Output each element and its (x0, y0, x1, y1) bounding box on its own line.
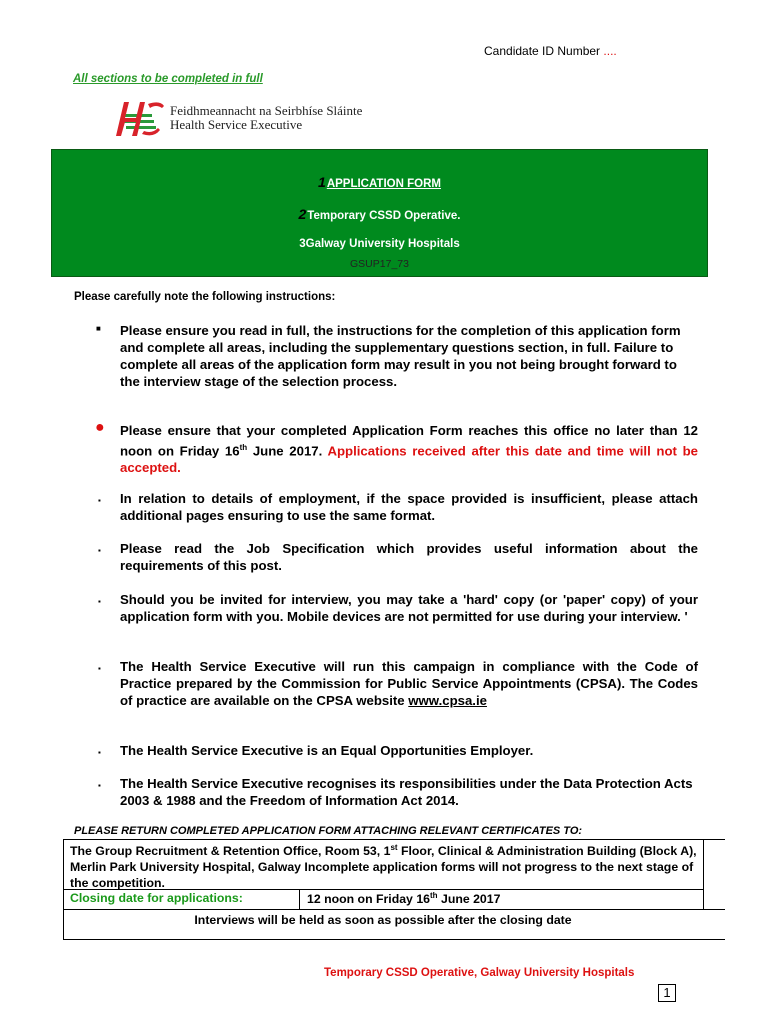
banner-post-title: 2Temporary CSSD Operative. (298, 206, 461, 222)
instructions-intro: Please carefully note the following instructions: (74, 291, 336, 303)
candidate-id-label: Candidate ID Number (484, 44, 601, 58)
bullet-icon: ▪ (98, 748, 101, 757)
logo-english-text: Health Service Executive (170, 117, 303, 132)
logo-irish-text: Feidhmeannacht na Seirbhíse Sláinte (170, 103, 363, 118)
title-banner (51, 149, 708, 277)
instruction-item: ▪ Should you be invited for interview, you may take a 'hard' copy (or 'paper' copy) of your application form with you. Mobile devices are not permitted for use during your interview. ' (98, 592, 698, 624)
hse-logo-icon (112, 98, 168, 140)
bullet-icon: ▪ (98, 597, 101, 606)
candidate-id-line (484, 44, 617, 58)
bullet-icon: ▪ (98, 664, 101, 673)
bullet-dot-icon: ● (95, 419, 105, 436)
interview-note: Interviews will be held as soon as possible after the closing date (194, 913, 572, 927)
bullet-icon: ▪ (98, 781, 101, 790)
banner-form-title: 1APPLICATION FORM (318, 174, 441, 190)
candidate-id-value: .... (603, 44, 617, 58)
banner-location: 3Galway University Hospitals (299, 238, 460, 250)
all-sections-notice: All sections to be completed in full (73, 73, 263, 85)
banner-reference: GSUP17_73 (350, 258, 409, 270)
bullet-icon: ▪ (98, 496, 101, 505)
instruction-item: ▪ The Health Service Executive recognises its responsibilities under the Data Protection Acts 2003 & 1988 and the Freedom of Information Act 2014. (98, 776, 693, 808)
page-footer: Temporary CSSD Operative, Galway University Hospitals (324, 967, 635, 979)
return-heading: PLEASE RETURN COMPLETED APPLICATION FORM ATTACHING RELEVANT CERTIFICATES TO: (74, 825, 583, 837)
closing-date-value: 12 noon on Friday 16th June 2017 (307, 891, 501, 907)
instruction-item: ▪ In relation to details of employment, if the space provided is insufficient, please attach additional pages ensuring to use the same format. (98, 491, 698, 523)
hse-logo (112, 98, 372, 140)
banner-number-2: 2 (298, 206, 307, 222)
page-number: 1 (658, 984, 676, 1002)
instruction-item: ● Please ensure that your completed Application Form reaches this office no later than 12 noon on Friday 16th June 2017. Applications received after this date and time will not be accepted. (95, 419, 698, 476)
instruction-item: ▪ The Health Service Executive will run this campaign in compliance with the Code of Practice prepared by the Commission for Public Service Appointments (CPSA). The Codes of practice are available on the CPSA website www.cpsa.ie (98, 659, 698, 708)
cpsa-link[interactable]: www.cpsa.ie (408, 693, 487, 708)
instruction-item: ■ Please ensure you read in full, the instructions for the completion of this application form and complete all areas, including the supplementary questions section, in full. Failure to complete all areas of the application form may result in you not being brought forward to the interview stage of the selection process. (120, 322, 698, 390)
bullet-square-icon (96, 322, 101, 339)
instruction-item: ▪ Please read the Job Specification which provides useful information about the requirements of this post. (98, 541, 698, 573)
return-address-table (63, 839, 725, 940)
bullet-icon: ▪ (98, 546, 101, 555)
banner-number-1: 1 (318, 174, 326, 190)
closing-date-label: Closing date for applications: (70, 891, 243, 905)
instruction-item: ▪ The Health Service Executive is an Equal Opportunities Employer. (120, 742, 698, 759)
return-address: The Group Recruitment & Retention Office, Room 53, 1st Floor, Clinical & Administration Building (Block A), Merlin Park University Hospital, Galway Incomplete application forms will not progress to the next stage of the competition. (70, 843, 697, 891)
